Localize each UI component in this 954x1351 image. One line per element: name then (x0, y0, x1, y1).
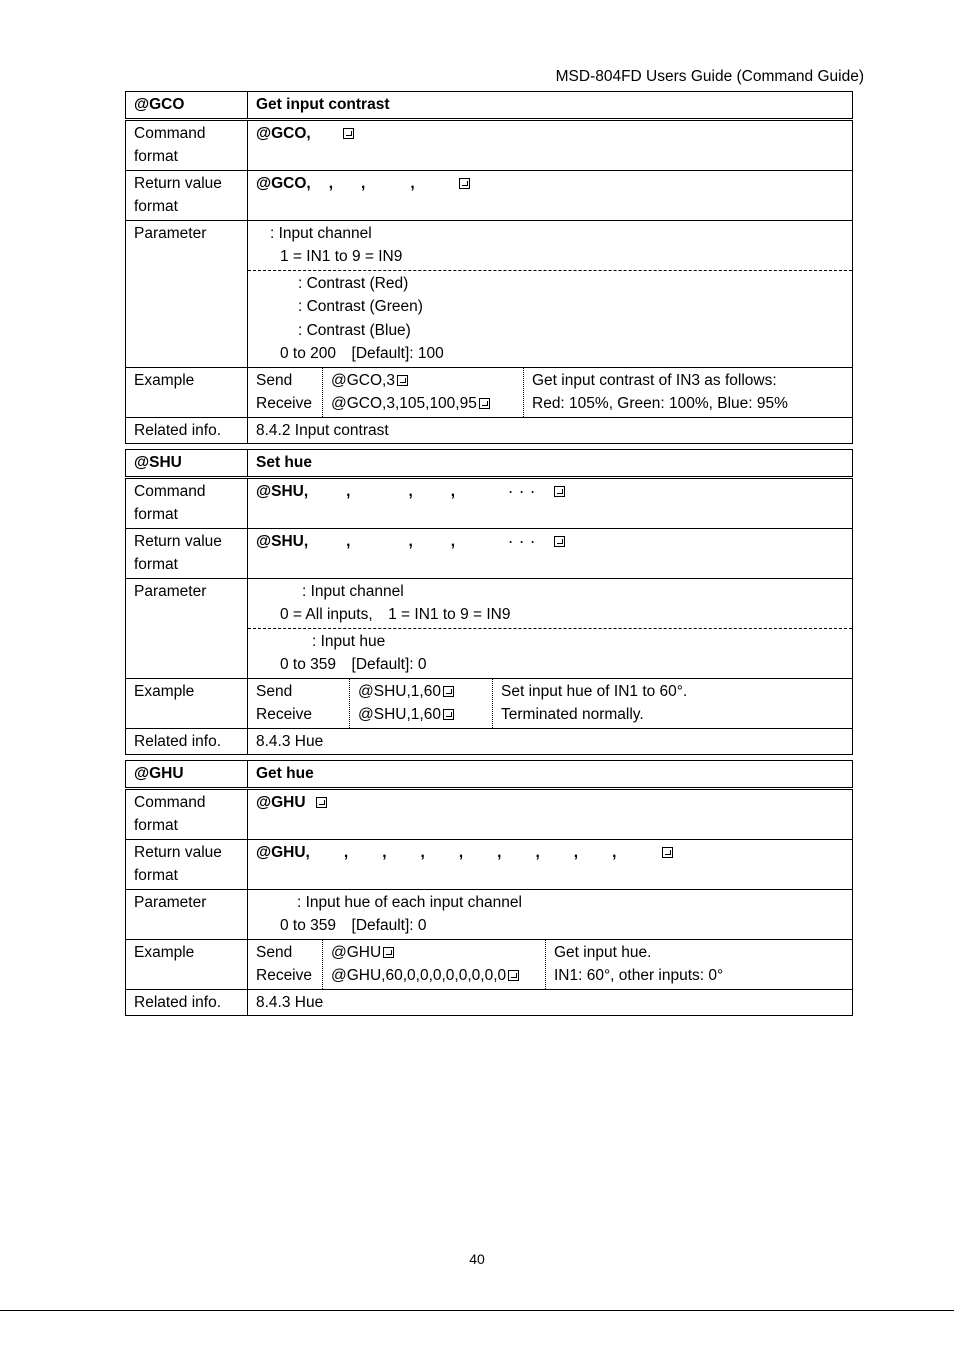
return-key-icon (554, 486, 565, 497)
footer-rule (0, 1310, 954, 1311)
return-format-value: @GCO, , , , (248, 170, 853, 220)
parameter-label: Parameter (126, 578, 248, 678)
running-header: MSD-804FD Users Guide (Command Guide) (555, 68, 864, 85)
command-format-label: Command format (126, 477, 248, 528)
command-title: Set hue (248, 450, 853, 478)
command-format-value: @GCO, (248, 119, 853, 170)
command-format-value: @GHU (248, 788, 853, 839)
example-label: Example (126, 678, 248, 728)
command-title: Get hue (248, 761, 853, 789)
return-format-label: Return value format (126, 170, 248, 220)
return-key-icon (316, 797, 327, 808)
example-label: Example (126, 939, 248, 989)
return-format-label: Return value format (126, 839, 248, 889)
related-value: 8.4.2 Input contrast (248, 417, 853, 444)
example-value: Send Receive @SHU,1,60 @SHU,1,60 Set input hue of IN1 to 60°. Terminated normally. (248, 678, 853, 728)
return-key-icon (343, 128, 354, 139)
page-number: 40 (469, 1251, 485, 1267)
return-key-icon (459, 178, 470, 189)
related-value: 8.4.3 Hue (248, 728, 853, 755)
command-name: @GHU (126, 761, 248, 789)
parameter-label: Parameter (126, 889, 248, 939)
related-label: Related info. (126, 728, 248, 755)
command-title: Get input contrast (248, 92, 853, 120)
parameter-value: : Input hue of each input channel 0 to 359 [Default]: 0 (248, 889, 853, 939)
example-value: Send Receive @GHU @GHU,60,0,0,0,0,0,0,0,0 Get input hue. IN1: 60°, other inputs: 0° (248, 939, 853, 989)
parameter-value: : Input channel 0 = All inputs, 1 = IN1 to 9 = IN9 : Input hue 0 to 359 [Default]: 0 (248, 578, 853, 678)
example-label: Example (126, 367, 248, 417)
related-value: 8.4.3 Hue (248, 989, 853, 1016)
ghu-command-table (125, 760, 853, 1016)
return-key-icon (554, 536, 565, 547)
command-format-label: Command format (126, 788, 248, 839)
command-format-label: Command format (126, 119, 248, 170)
return-format-value: @GHU, , , , , , , , , (248, 839, 853, 889)
return-format-label: Return value format (126, 528, 248, 578)
shu-command-table (125, 449, 853, 755)
related-label: Related info. (126, 989, 248, 1016)
command-name: @GCO (126, 92, 248, 120)
gco-command-table (125, 91, 853, 444)
return-key-icon (662, 847, 673, 858)
command-name: @SHU (126, 450, 248, 478)
parameter-value: : Input channel 1 = IN1 to 9 = IN9 : Contrast (Red) : Contrast (Green) : Contrast (Blue) 0 to 200 [Default]: 100 (248, 220, 853, 367)
related-label: Related info. (126, 417, 248, 444)
example-value: Send Receive @GCO,3 @GCO,3,105,100,95 Get input contrast of IN3 as follows: Red: 105%, Green: 100%, Blue: 95% (248, 367, 853, 417)
command-format-value: @SHU, , , , ・・・ (248, 477, 853, 528)
return-format-value: @SHU, , , , ・・・ (248, 528, 853, 578)
parameter-label: Parameter (126, 220, 248, 367)
